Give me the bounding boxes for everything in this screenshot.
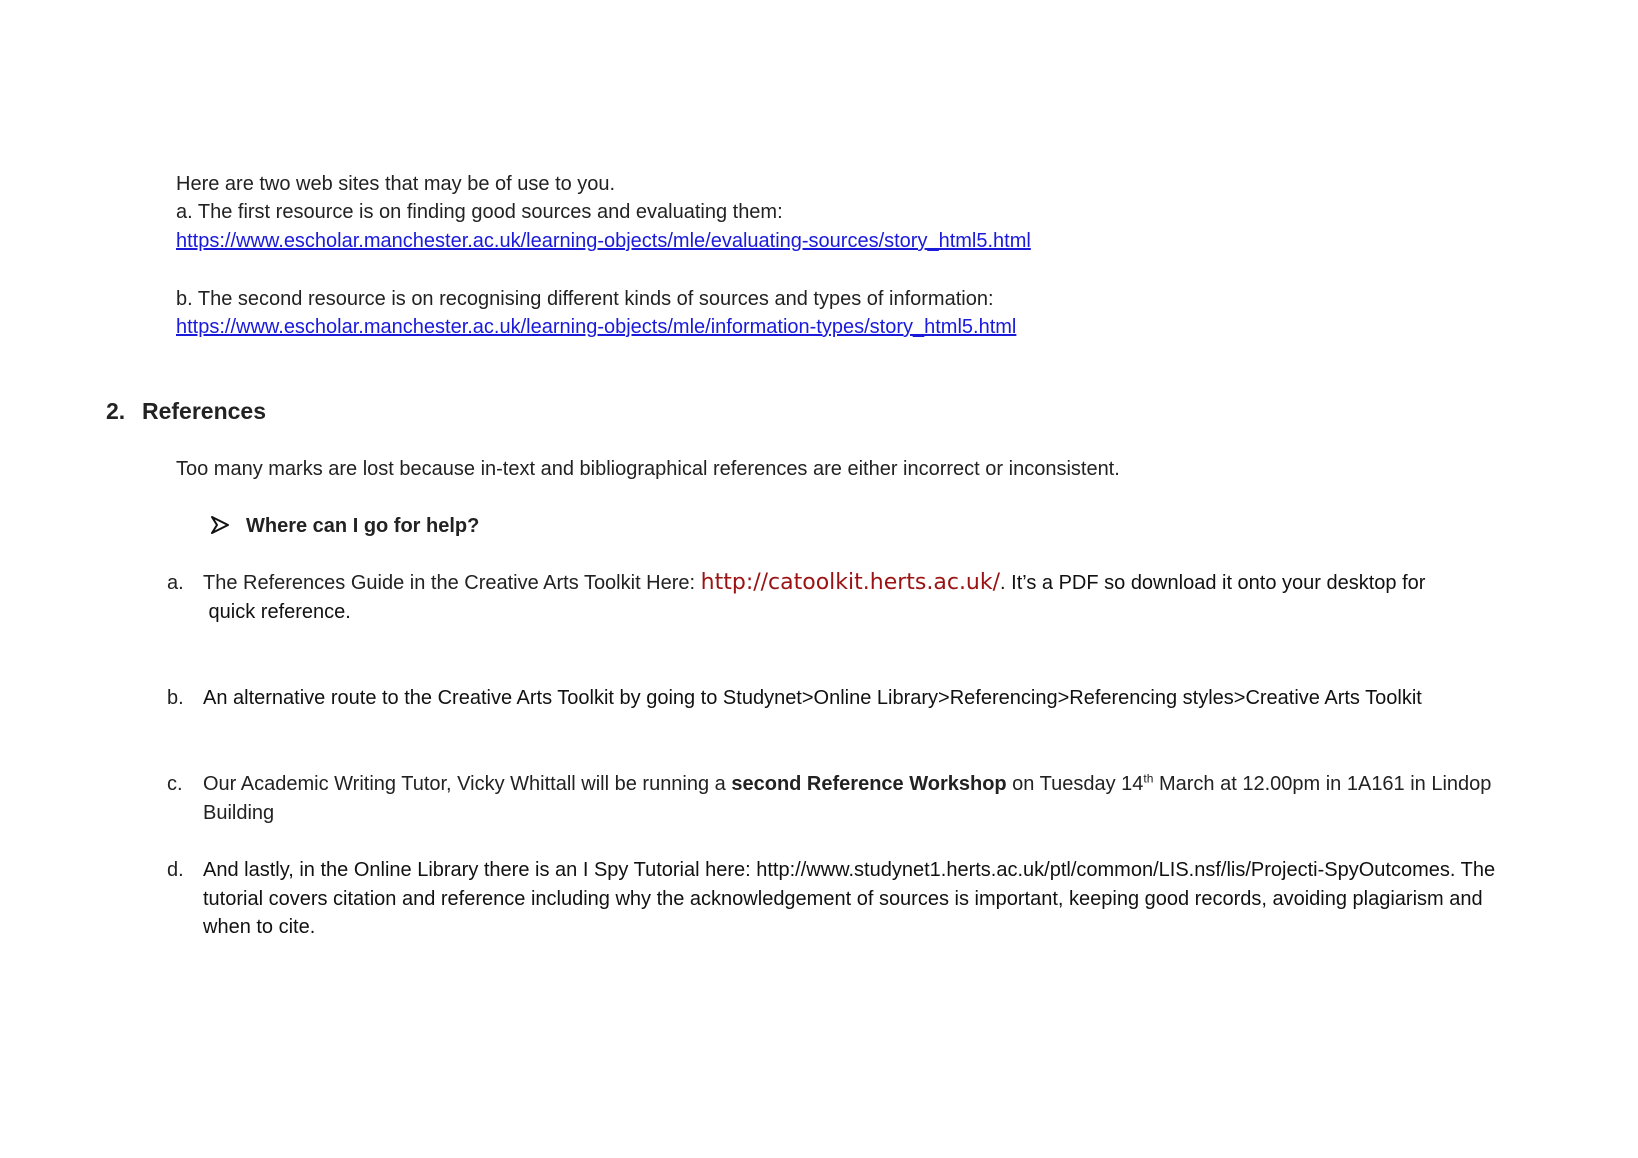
workshop-name: second Reference Workshop: [731, 773, 1007, 795]
date-suffix: th: [1143, 771, 1154, 786]
list-item-b: [167, 684, 1497, 713]
item-a-text-after: . It’s a PDF so download it onto your desktop for: [1000, 572, 1426, 594]
help-bullet: [210, 512, 479, 540]
section-intro: Too many marks are lost because in-text and bibliographical references are either incorrect or inconsistent.: [176, 458, 1120, 480]
item-a-continuation: quick reference.: [203, 600, 351, 623]
item-c-text-after: March at 12.00pm in 1A161 in Lindop Building: [203, 773, 1492, 824]
resource-b-description: b. The second resource is on recognising different kinds of sources and types of information:: [176, 288, 994, 310]
item-d-text: And lastly, in the Online Library there is an I Spy Tutorial here: http://www.studynet1.herts.ac.uk/ptl/common/LIS.nsf/lis/Projecti-SpyOutcomes. The tutorial covers citation and reference including why the acknowledgement of sources is important, keeping good records, avoiding plagiarism and when to cite.: [203, 859, 1496, 938]
help-bullet-text: Where can I go for help?: [246, 515, 480, 537]
resource-b-link[interactable]: https://www.escholar.manchester.ac.uk/learning-objects/mle/information-types/story_html5.html: [176, 316, 1017, 338]
intro-lead: Here are two web sites that may be of use to you.: [176, 173, 616, 195]
toolkit-link[interactable]: http://catoolkit.herts.ac.uk/: [700, 570, 1001, 595]
arrow-bullet-icon: [210, 512, 246, 540]
list-marker: d.: [167, 859, 184, 881]
list-item-a: [167, 569, 1497, 626]
section-heading: [106, 396, 266, 426]
list-marker: c.: [167, 773, 183, 795]
resource-a-link[interactable]: https://www.escholar.manchester.ac.uk/learning-objects/mle/evaluating-sources/story_html5.html: [176, 230, 1031, 252]
list-item-c: [167, 770, 1497, 827]
item-c-text-mid: on Tuesday 14: [1006, 773, 1144, 795]
resource-a-description: a. The first resource is on finding good sources and evaluating them:: [176, 201, 783, 223]
list-marker: b.: [167, 687, 184, 709]
section-number: 2.: [106, 398, 126, 424]
section-title: References: [142, 398, 267, 424]
item-b-text: An alternative route to the Creative Arts Toolkit by going to Studynet>Online Library>Referencing>Referencing styles>Creative Arts Toolkit: [203, 687, 1422, 709]
item-c-text-before: Our Academic Writing Tutor, Vicky Whittall will be running a: [203, 773, 732, 795]
list-marker: a.: [167, 572, 184, 594]
item-a-text-before: The References Guide in the Creative Arts Toolkit Here:: [203, 572, 701, 594]
list-item-d: [167, 856, 1497, 942]
